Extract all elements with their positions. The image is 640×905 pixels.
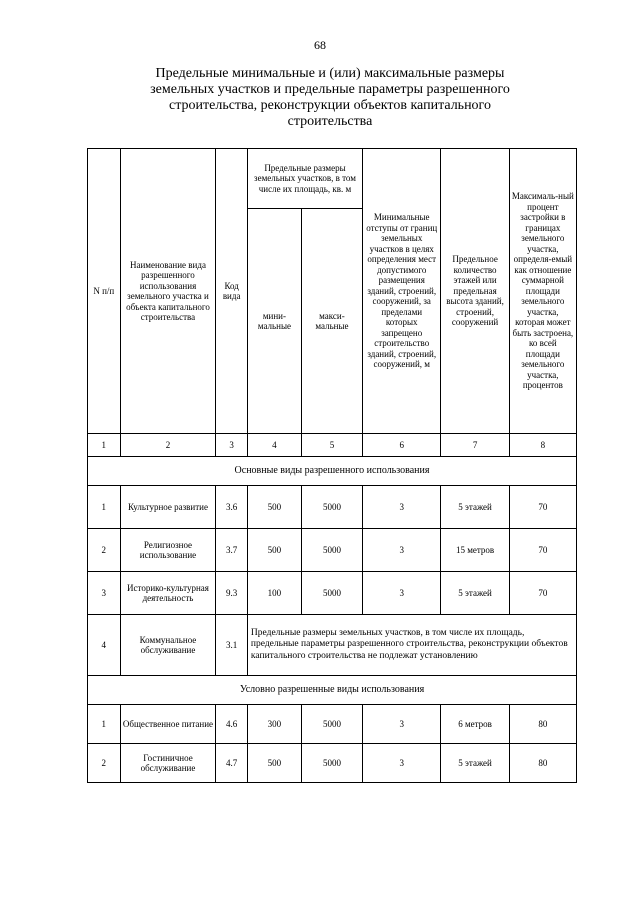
header-setback: Минимальные отступы от границ земельных участков в целях определения мест допустимого размещения зданий, строений, сооружений, за пределами которых запрещено строительство зданий, строений, сооружений, м (363, 149, 441, 434)
row-num: 1 (88, 486, 121, 529)
row-num: 2 (88, 744, 121, 783)
row-name: Историко-культурная деятельность (120, 572, 216, 615)
row-setback: 3 (363, 529, 441, 572)
row-code: 3.1 (216, 615, 248, 676)
row-coverage: 80 (509, 744, 576, 783)
land-parameters-table (87, 148, 577, 783)
row-num: 3 (88, 572, 121, 615)
row-min: 300 (247, 705, 301, 744)
table-row (88, 615, 577, 676)
row-max: 5000 (301, 572, 362, 615)
table-row (88, 529, 577, 572)
row-setback: 3 (363, 705, 441, 744)
row-floors: 6 метров (441, 705, 509, 744)
row-setback: 3 (363, 744, 441, 783)
row-floors: 5 этажей (441, 486, 509, 529)
column-number: 4 (247, 434, 301, 457)
row-floors: 15 метров (441, 529, 509, 572)
row-num: 1 (88, 705, 121, 744)
row-max: 5000 (301, 744, 362, 783)
row-floors: 5 этажей (441, 572, 509, 615)
row-name: Общественное питание (120, 705, 216, 744)
row-setback: 3 (363, 572, 441, 615)
section-row (88, 457, 577, 486)
row-num: 2 (88, 529, 121, 572)
row-coverage: 70 (509, 529, 576, 572)
header-min: мини-мальные (247, 209, 301, 434)
table-row (88, 572, 577, 615)
row-note: Предельные размеры земельных участков, в том числе их площадь, предельные параметры разрешенного строительства, реконструкции объектов капитального строительства не подлежат установлению (247, 615, 576, 676)
column-number: 2 (120, 434, 216, 457)
column-number: 6 (363, 434, 441, 457)
header-coverage: Максималь-ный процент застройки в границах земельного участка, определя-емый как отношение суммарной площади земельного участка, которая может быть застроена, ко всей площади земельного участка, процентов (509, 149, 576, 434)
row-code: 9.3 (216, 572, 248, 615)
row-min: 500 (247, 529, 301, 572)
page-number: 68 (314, 38, 326, 52)
header-name: Наименование вида разрешенного использования земельного участка и объекта капитального строительства (120, 149, 216, 434)
row-code: 3.6 (216, 486, 248, 529)
column-number: 3 (216, 434, 248, 457)
row-coverage: 70 (509, 572, 576, 615)
row-max: 5000 (301, 486, 362, 529)
column-number-row (88, 434, 577, 457)
section-main-heading: Основные виды разрешенного использования (88, 457, 577, 486)
header-num: N п/п (88, 149, 121, 434)
row-name: Культурное развитие (120, 486, 216, 529)
row-min: 100 (247, 572, 301, 615)
column-number: 8 (509, 434, 576, 457)
header-sizes: Предельные размеры земельных участков, в том числе их площадь, кв. м (247, 149, 362, 209)
column-number: 1 (88, 434, 121, 457)
row-name: Коммунальное обслуживание (120, 615, 216, 676)
row-num: 4 (88, 615, 121, 676)
column-number: 5 (301, 434, 362, 457)
header-max: макси-мальные (301, 209, 362, 434)
section-row (88, 676, 577, 705)
row-name: Гостиничное обслуживание (120, 744, 216, 783)
row-max: 5000 (301, 529, 362, 572)
row-min: 500 (247, 486, 301, 529)
row-code: 4.7 (216, 744, 248, 783)
document-title: Предельные минимальные и (или) максимальные размеры земельных участков и предельные параметры разрешенного строительства, реконструкции объектов капитального строительства (150, 66, 510, 129)
header-code: Код вида (216, 149, 248, 434)
row-coverage: 80 (509, 705, 576, 744)
row-code: 4.6 (216, 705, 248, 744)
section-conditional-heading: Условно разрешенные виды использования (88, 676, 577, 705)
table-row (88, 486, 577, 529)
table-row (88, 744, 577, 783)
row-code: 3.7 (216, 529, 248, 572)
row-setback: 3 (363, 486, 441, 529)
row-max: 5000 (301, 705, 362, 744)
row-floors: 5 этажей (441, 744, 509, 783)
header-floors: Предельное количество этажей или предельная высота зданий, строений, сооружений (441, 149, 509, 434)
row-name: Религиозное использование (120, 529, 216, 572)
column-number: 7 (441, 434, 509, 457)
table-row (88, 705, 577, 744)
row-min: 500 (247, 744, 301, 783)
row-coverage: 70 (509, 486, 576, 529)
